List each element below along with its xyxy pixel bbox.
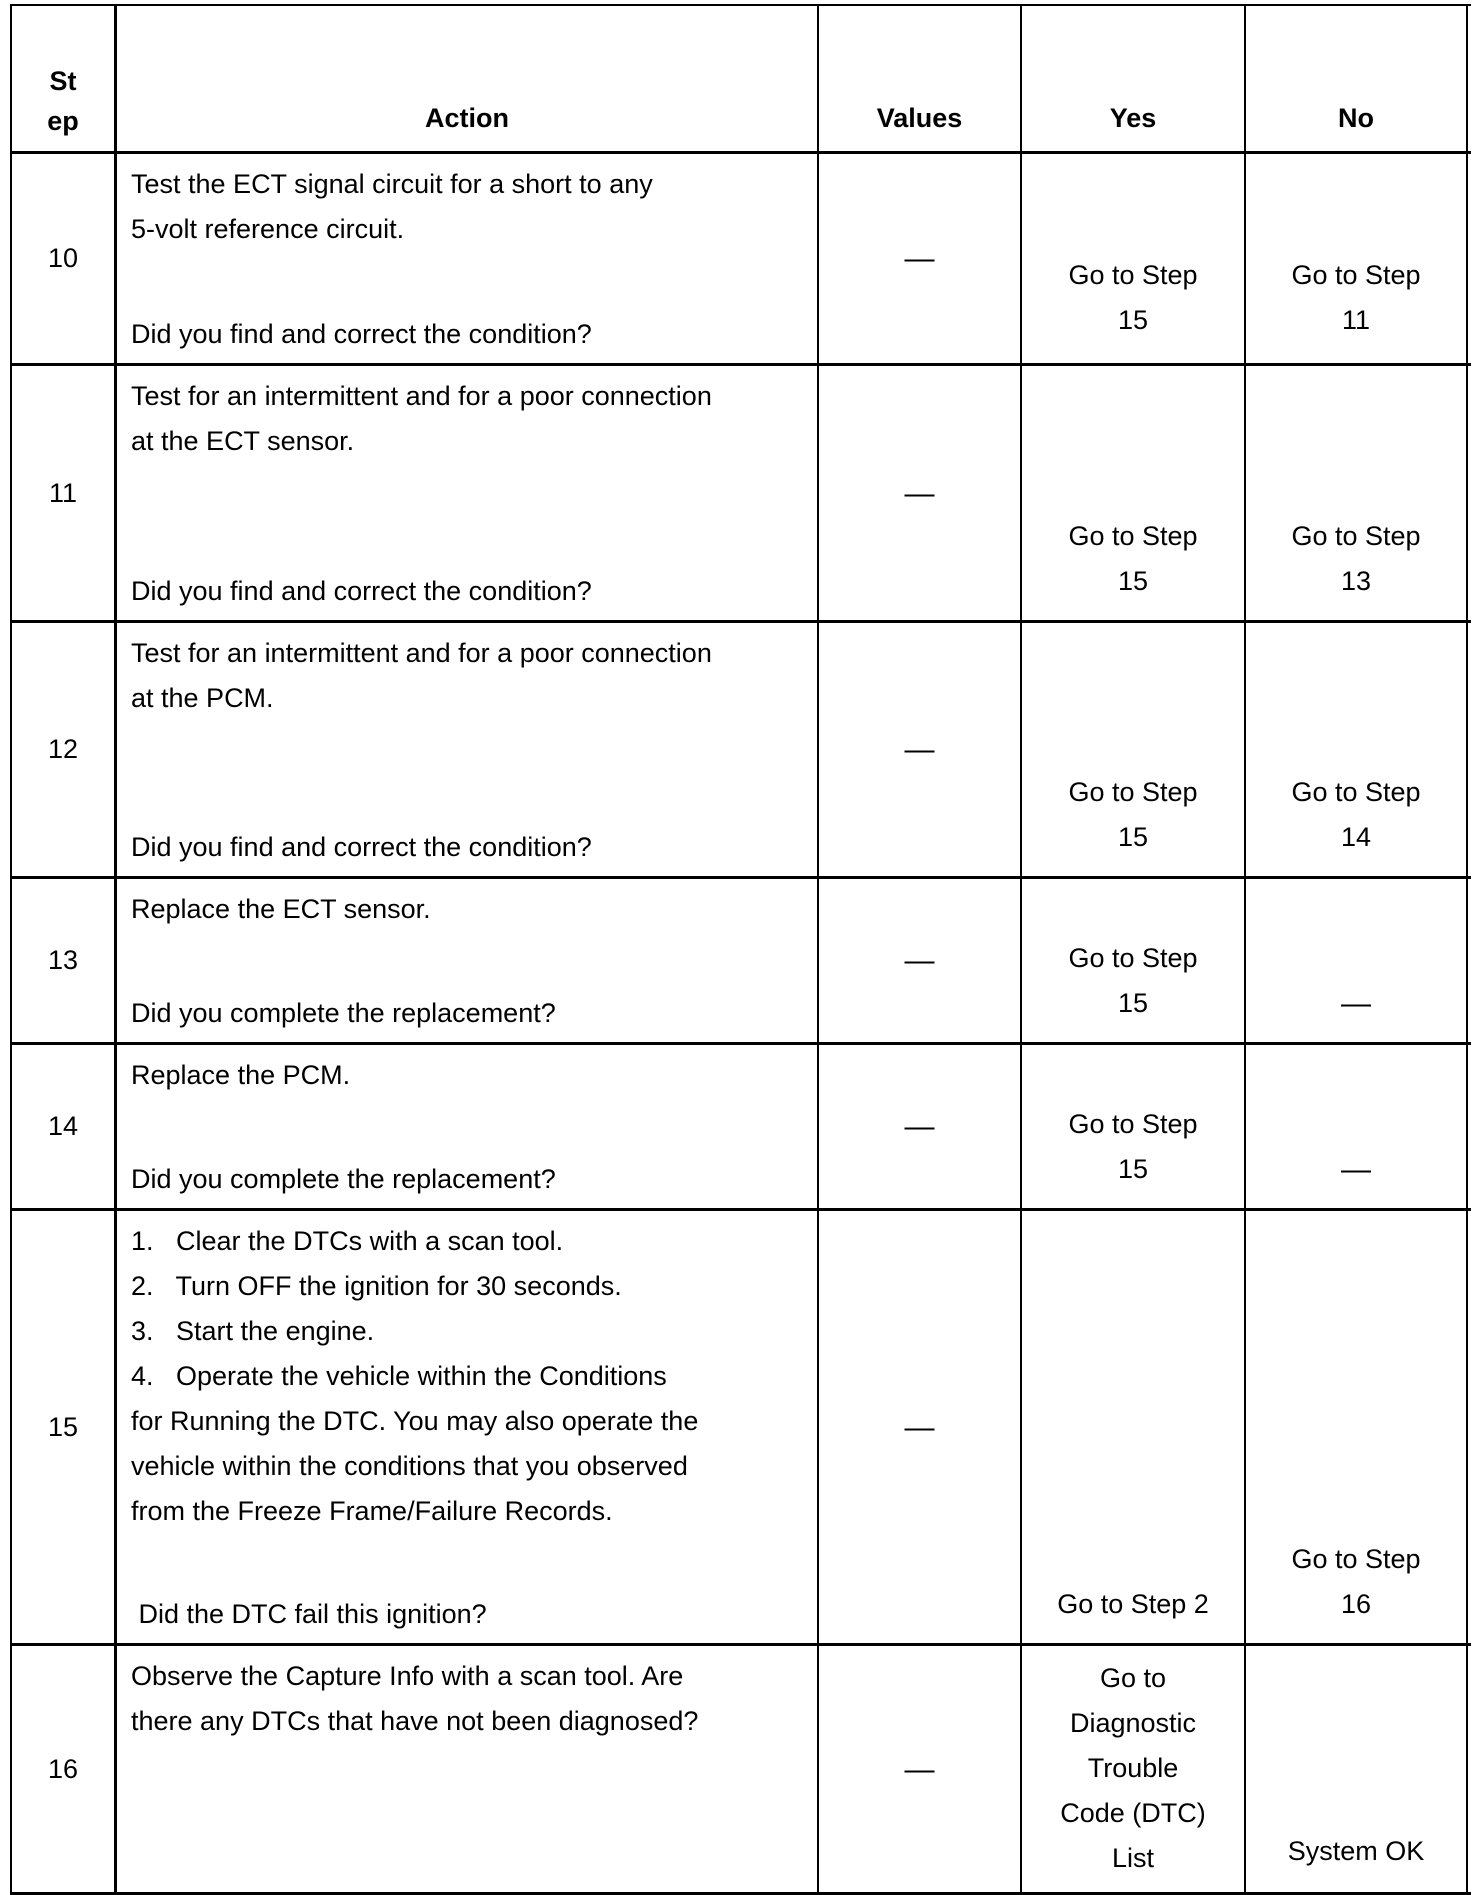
action-line: at the ECT sensor. bbox=[131, 426, 355, 456]
no-cell: Go to Step 13 bbox=[1291, 521, 1421, 596]
action-question: Did you find and correct the condition? bbox=[131, 319, 592, 349]
action-cell bbox=[117, 1646, 817, 1892]
action-line: Replace the PCM. bbox=[131, 1060, 351, 1090]
no-cell: System OK bbox=[1287, 1836, 1425, 1866]
step-number: 15 bbox=[47, 1411, 79, 1442]
header-action: Action bbox=[425, 103, 509, 133]
step-number: 16 bbox=[47, 1753, 79, 1784]
action-cell bbox=[117, 623, 817, 876]
action-line: Observe the Capture Info with a scan tool. Are bbox=[131, 1661, 684, 1691]
values-cell: — bbox=[904, 476, 935, 510]
header-step: St ep bbox=[47, 66, 79, 136]
header-yes: Yes bbox=[1109, 103, 1157, 133]
action-line: at the PCM. bbox=[131, 683, 274, 713]
values-cell: — bbox=[904, 1752, 935, 1786]
action-line: 4. Operate the vehicle within the Conditions bbox=[131, 1361, 667, 1391]
step-number: 12 bbox=[47, 734, 79, 764]
action-line: there any DTCs that have not been diagnosed? bbox=[131, 1706, 699, 1736]
action-question: Did you complete the replacement? bbox=[131, 1164, 556, 1194]
values-cell: — bbox=[904, 1110, 935, 1143]
values-cell: — bbox=[904, 733, 935, 766]
yes-cell: Go to Diagnostic Trouble Code (DTC) List bbox=[1060, 1663, 1206, 1873]
action-line: 2. Turn OFF the ignition for 30 seconds. bbox=[131, 1271, 622, 1301]
action-line: for Running the DTC. You may also operate the bbox=[131, 1406, 699, 1436]
action-line: 1. Clear the DTCs with a scan tool. bbox=[131, 1226, 564, 1256]
values-cell: — bbox=[904, 1410, 935, 1444]
action-cell bbox=[117, 366, 817, 620]
no-cell: — bbox=[1341, 1153, 1371, 1186]
action-cell bbox=[117, 879, 817, 1042]
action-line: Test the ECT signal circuit for a short to any bbox=[131, 169, 653, 199]
action-cell bbox=[117, 1045, 817, 1208]
step-number: 14 bbox=[47, 1111, 79, 1141]
action-cell bbox=[117, 1211, 817, 1643]
header-values: Values bbox=[876, 103, 963, 133]
step-number: 11 bbox=[48, 477, 78, 508]
no-cell: Go to Step 16 bbox=[1291, 1544, 1421, 1619]
action-question: Did you find and correct the condition? bbox=[131, 576, 592, 606]
action-line: Test for an intermittent and for a poor connection bbox=[131, 638, 712, 668]
values-cell: — bbox=[904, 944, 935, 977]
action-question: Did you complete the replacement? bbox=[131, 998, 556, 1028]
action-line: Test for an intermittent and for a poor connection bbox=[131, 381, 712, 411]
yes-cell: Go to Step 15 bbox=[1068, 521, 1198, 596]
action-question: Did the DTC fail this ignition? bbox=[131, 1599, 487, 1629]
yes-cell: Go to Step 15 bbox=[1068, 1109, 1198, 1184]
yes-cell: Go to Step 15 bbox=[1068, 943, 1198, 1018]
no-cell: Go to Step 11 bbox=[1291, 260, 1421, 335]
header-no: No bbox=[1338, 103, 1374, 133]
action-question: Did you find and correct the condition? bbox=[131, 832, 592, 862]
step-number: 10 bbox=[47, 243, 79, 273]
action-line: from the Freeze Frame/Failure Records. bbox=[131, 1496, 613, 1526]
no-cell: Go to Step 14 bbox=[1291, 777, 1421, 852]
yes-cell: Go to Step 15 bbox=[1068, 777, 1198, 852]
action-line: 3. Start the engine. bbox=[131, 1316, 375, 1346]
values-cell: — bbox=[904, 242, 935, 275]
yes-cell: Go to Step 15 bbox=[1068, 260, 1198, 335]
action-line: vehicle within the conditions that you observed bbox=[131, 1451, 688, 1481]
action-line: 5-volt reference circuit. bbox=[131, 214, 405, 244]
step-number: 13 bbox=[47, 945, 79, 975]
action-cell bbox=[117, 154, 817, 363]
action-line: Replace the ECT sensor. bbox=[131, 894, 431, 924]
yes-cell: Go to Step 2 bbox=[1057, 1589, 1209, 1619]
no-cell: — bbox=[1341, 987, 1371, 1020]
